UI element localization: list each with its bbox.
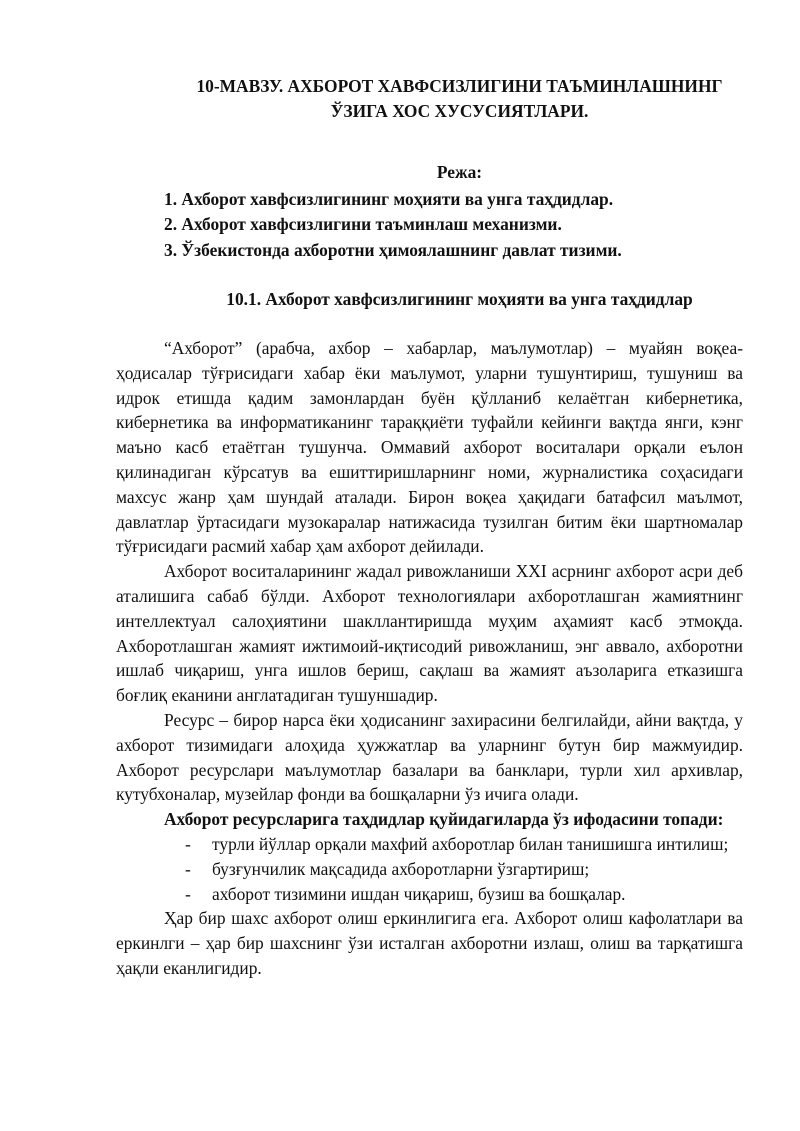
- closing-paragraph: Ҳар бир шахс ахборот олиш еркинлигига ега. Ахборот олиш кафолатлари ва еркинлги – ҳар бир шахснинг ўзи исталган ахборотни излаш, олиш ва тарқатишга ҳақли еканлигидир.: [116, 908, 743, 979]
- document-title-line-2: ЎЗИГА ХОС ХУСУСИЯТЛАРИ.: [330, 101, 589, 121]
- bullet-dash: -: [185, 834, 191, 855]
- threats-lead-paragraph: Ахборот ресурсларига таҳдидлар қуйидагиларда ўз ифодасини топади:: [164, 809, 724, 830]
- threats-list-item-text: бузғунчилик мақсадида ахборотларни ўзгартириш;: [212, 858, 590, 879]
- plan-item: 3. Ўзбекистонда ахборотни ҳимоялашнинг давлат тизими.: [164, 239, 622, 260]
- section-title: 10.1. Ахборот хавфсизлигининг моҳияти ва унга таҳдидлар: [226, 289, 693, 310]
- threats-list-item-text: ахборот тизимини ишдан чиқариш, бузиш ва бошқалар.: [212, 883, 626, 904]
- plan-item: 1. Ахборот хавфсизлигининг моҳияти ва унга таҳдидлар.: [164, 188, 614, 209]
- document-title-line-1: 10-МАВЗУ. АХБОРОТ ХАВФСИЗЛИГИНИ ТАЪМИНЛАШНИНГ: [196, 76, 723, 96]
- threats-list-item: [185, 882, 743, 907]
- bullet-dash: -: [185, 883, 191, 904]
- plan-list: [116, 187, 743, 264]
- document-page: [116, 74, 743, 981]
- threats-list-item-text: турли йўллар орқали махфий ахборотлар билан танишишга интилиш;: [212, 834, 729, 855]
- bullet-dash: -: [185, 858, 191, 879]
- body-paragraph: Ресурс – бирор нарса ёки ҳодисанинг захирасини белгилайди, айни вақтда, у ахборот тизимидаги алоҳида ҳужжатлар ва уларнинг бутун бир мажмуидир. Ахборот ресурслари маълумотлар базалари ва банклари, турли хил архивлар, кутубхоналар, музейлар фонди ва бошқаларни ўз ичига олади.: [116, 710, 743, 805]
- threats-list-item: [185, 832, 743, 857]
- body-paragraph: Ахборот воситаларининг жадал ривожланиши XXI асрнинг ахборот асри деб аталишига сабаб бўлди. Ахборот технологиялари ахборотлашган жамиятнинг интеллектуал салоҳиятини шакллантиришда муҳим аҳамият касб этмоқда. Ахборотлашган жамият ижтимоий-иқтисодий ривожланиш, энг аввало, ахборотни ишлаб чиқариш, унга ишлов бериш, сақлаш ва жамият аъзоларига етказишга боғлиқ еканини англатадиган тушуншадир.: [116, 561, 743, 706]
- plan-item: 2. Ахборот хавфсизлигини таъминлаш механизми.: [164, 214, 562, 235]
- threats-list: [116, 832, 743, 906]
- document-title: [176, 74, 743, 124]
- body-paragraph: “Ахборот” (арабча, ахбор – хабарлар, маълумотлар) – муайян воқеа-ҳодисалар тўғрисидаги хабар ёки маълумот, уларни тушунтириш, тушуниш ва идрок етишда қадим замонлардан буён қўлланиб келаётган кибернетика, кибернетика ва информатиканинг тараққиёти туфайли кейинги вақтда янги, кэнг маъно касб етаётган тушунча. Оммавий ахборот воситалари орқали еълон қилинадиган кўрсатув ва ешиттиришларнинг номи, журналистика соҳасидаги махсус жанр ҳам шундай аталади. Бирон воқеа ҳақидаги батафсил маълмот, давлатлар ўртасидаги музокаралар натижасида тузилган битим ёки шартномалар тўғрисидаги расмий хабар ҳам ахборот дейилади.: [116, 338, 743, 557]
- plan-heading: Режа:: [436, 162, 483, 182]
- threats-list-item: [185, 857, 743, 882]
